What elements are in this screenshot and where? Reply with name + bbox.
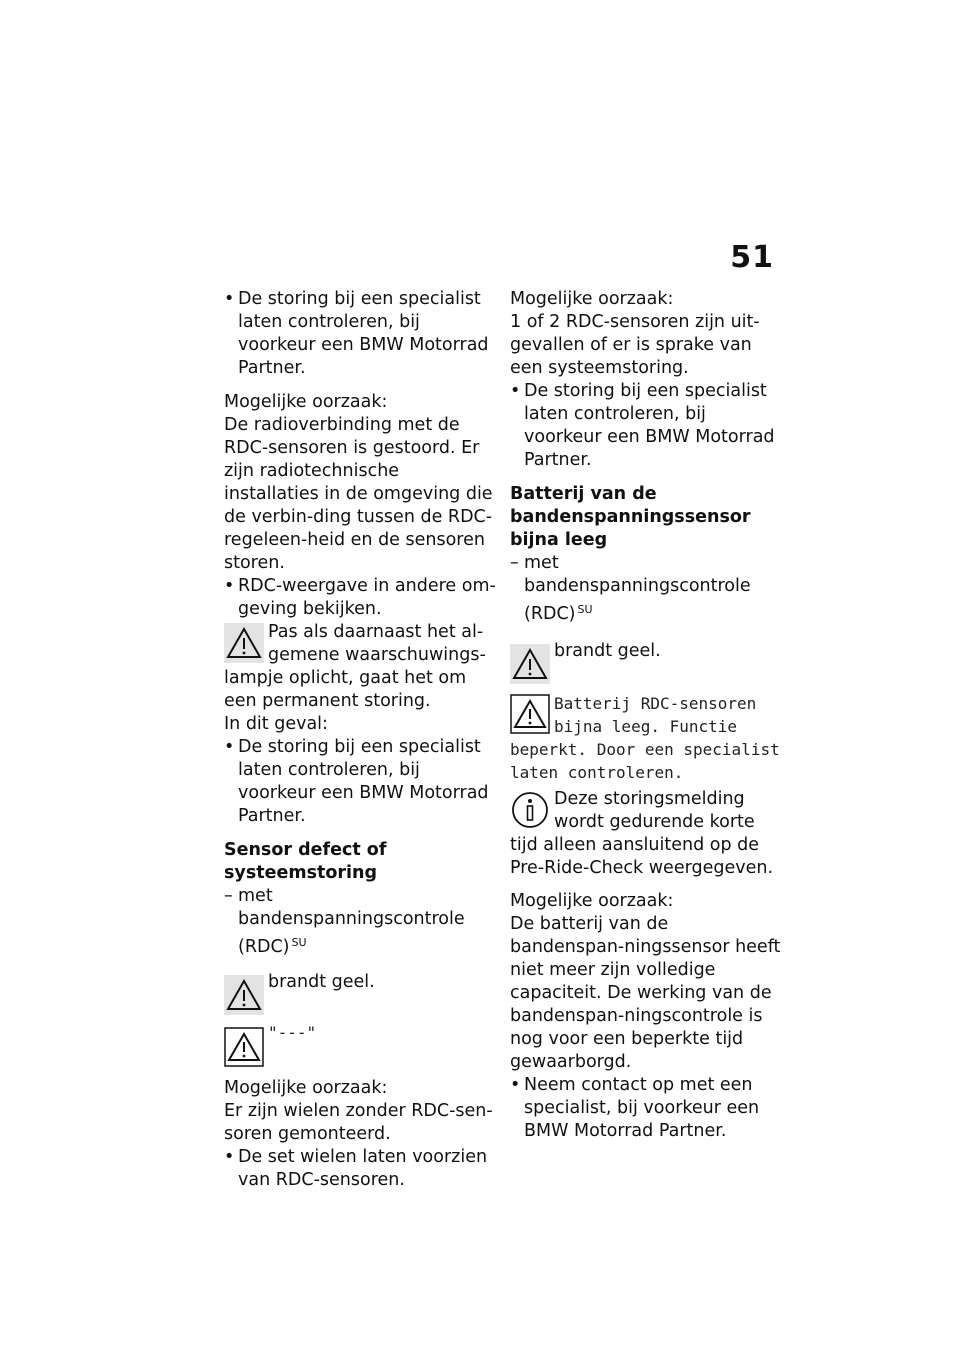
dash-item: – met bandenspanningscontrole (RDC) $^{SU}$ [224, 885, 496, 959]
info-text: Deze storingsmelding wordt gedurende korte tijd alleen aansluitend op de Pre-Ride-Check weergegeven. [510, 789, 774, 878]
indicator-row [224, 971, 496, 1017]
bullet-item: • Neem contact op met een specialist, bij voorkeur een BMW Motorrad Partner. [510, 1074, 782, 1143]
display-message: "---" [268, 1023, 317, 1042]
right-column [510, 288, 782, 1143]
indicator-text: brandt geel. [554, 641, 661, 661]
cause-label: Mogelijke oorzaak: [224, 392, 388, 412]
cause-text: 1 of 2 RDC-sensoren zijn uit-gevallen of er is sprake van een systeemstoring. [510, 312, 760, 378]
warning-triangle-icon [510, 694, 550, 734]
bullet-item: • De storing bij een specialist laten controleren, bij voorkeur een BMW Motorrad Partner. [510, 380, 782, 472]
cause-label: Mogelijke oorzaak: [224, 1078, 388, 1098]
warning-note [224, 621, 496, 713]
warning-triangle-icon [224, 623, 264, 663]
cause-text: De radioverbinding met de RDC-sensoren is gestoord. Er zijn radiotechnische installaties in de omgeving die de verbin-ding tussen de RDC-regeleen-heid en de sensoren storen. [224, 415, 493, 573]
page-number: 51 [730, 240, 774, 275]
info-note [510, 788, 782, 880]
warning-text: Pas als daarnaast het al-gemene waarschuwings-lampje oplicht, gaat het om een permanent storing. [224, 622, 486, 711]
warning-triangle-icon [224, 975, 264, 1015]
indicator-text: brandt geel. [268, 972, 375, 992]
cause-text: De batterij van de bandenspan-ningssensor heeft niet meer zijn volledige capaciteit. De werking van de bandenspan-ningscontrole is nog voor een beperkte tijd gewaarborgd. [510, 914, 781, 1072]
bullet-item: • De storing bij een specialist laten controleren, bij voorkeur een BMW Motorrad Partner. [224, 288, 496, 380]
bullet-item: • RDC-weergave in andere om-geving bekijken. [224, 575, 496, 621]
cause-label: Mogelijke oorzaak: [510, 891, 674, 911]
left-column [224, 288, 496, 1192]
bullet-item: • De storing bij een specialist laten controleren, bij voorkeur een BMW Motorrad Partner. [224, 736, 496, 828]
info-icon [510, 790, 550, 830]
cause-label: Mogelijke oorzaak: [510, 289, 674, 309]
bullet-item: • De set wielen laten voorzien van RDC-sensoren. [224, 1146, 496, 1192]
dash-item: – met bandenspanningscontrole (RDC) $^{SU}$ [510, 552, 782, 626]
indicator-row [510, 640, 782, 686]
warning-triangle-icon [224, 1027, 264, 1067]
warning-triangle-icon [510, 644, 550, 684]
display-message: Batterij RDC-sensoren bijna leeg. Functie beperkt. Door een specialist laten controleren. [510, 694, 780, 782]
section-heading: Sensor defect of systeemstoring [224, 840, 387, 883]
cause-text: Er zijn wielen zonder RDC-sen-soren gemonteerd. [224, 1101, 493, 1144]
in-dit-geval: In dit geval: [224, 714, 328, 734]
section-heading: Batterij van de bandenspanningssensor bijna leeg [510, 484, 751, 550]
display-row [510, 692, 782, 784]
display-row [224, 1021, 496, 1071]
